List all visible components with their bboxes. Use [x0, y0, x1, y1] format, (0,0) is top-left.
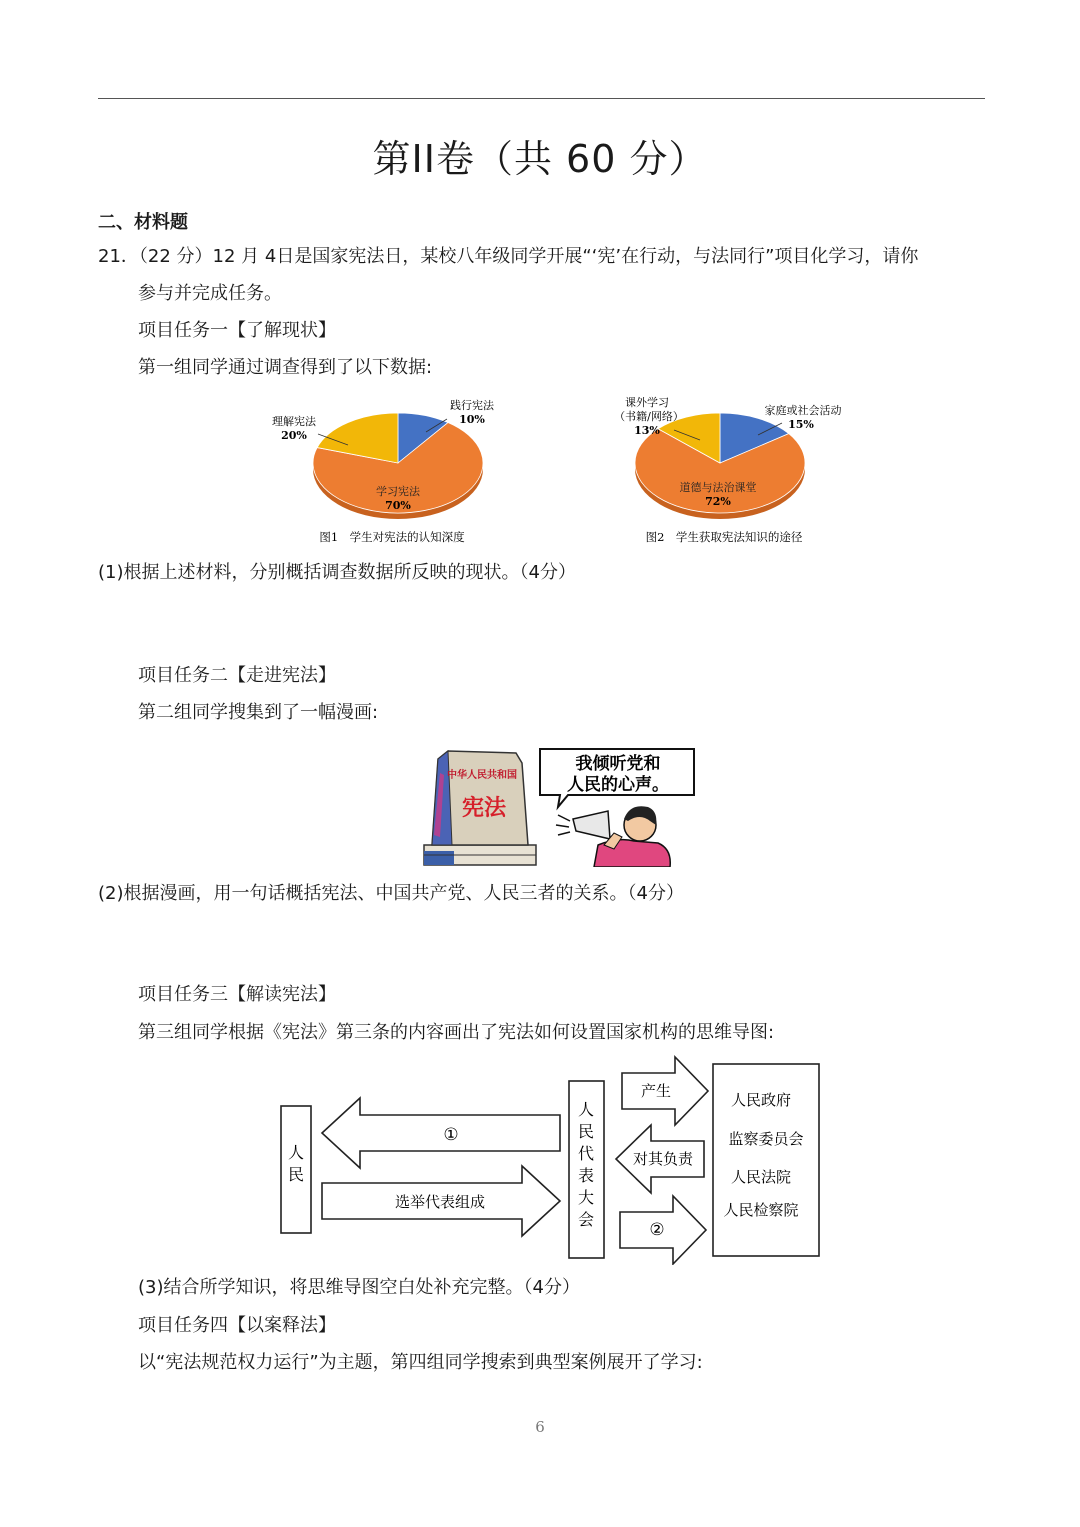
- blank-1-label: ①: [443, 1125, 459, 1145]
- question-1: (1)根据上述材料，分别概括调查数据所反映的现状。（4分）: [98, 562, 576, 583]
- arrow-elect-label: 选举代表组成: [394, 1193, 486, 1211]
- stone-inscription-main: 宪法: [461, 796, 507, 821]
- svg-text:表: 表: [577, 1166, 595, 1185]
- pie1-pct-learn: 70%: [385, 499, 411, 512]
- survey-charts: [0, 390, 1080, 550]
- pie2-pct-family: 15%: [788, 418, 814, 431]
- arrow-produce-label: 产生: [640, 1082, 672, 1100]
- task1-intro: 第一组同学通过调查得到了以下数据:: [138, 357, 433, 378]
- pie1-pct-understand: 20%: [281, 429, 307, 442]
- task3-title: 项目任务三【解读宪法】: [138, 984, 336, 1005]
- pie2-label-family: 家庭或社会活动: [764, 404, 842, 417]
- people-label-1: 人: [287, 1143, 305, 1162]
- question-stem-line1: 21．（22 分）12 月 4日是国家宪法日，某校八年级同学开展“‘宪’在行动，与法同行”项目化学习，请你: [98, 246, 919, 267]
- organ-court: 人民法院: [730, 1168, 792, 1186]
- people-label-2: 民: [287, 1165, 305, 1184]
- question-2: (2)根据漫画，用一句话概括宪法、中国共产党、人民三者的关系。（4分）: [98, 883, 684, 904]
- svg-text:民: 民: [577, 1122, 595, 1141]
- pie1-label-learn: 学习宪法: [376, 485, 420, 498]
- header-rule: [98, 98, 985, 99]
- bubble-line-1: 我倾听党和: [575, 754, 661, 774]
- blank-2-label: ②: [649, 1220, 665, 1240]
- svg-text:代: 代: [577, 1144, 595, 1163]
- svg-text:会: 会: [577, 1210, 595, 1229]
- question-stem-line2: 参与并完成任务。: [138, 283, 282, 304]
- task3-intro: 第三组同学根据《宪法》第三条的内容画出了宪法如何设置国家机构的思维导图:: [138, 1022, 775, 1043]
- question-3: (3)结合所学知识，将思维导图空白处补充完整。（4分）: [138, 1277, 580, 1298]
- bubble-line-2: 人民的心声。: [567, 775, 669, 795]
- stone-inscription-top: 中华人民共和国: [447, 770, 517, 781]
- pie1-pct-practice: 10%: [459, 413, 485, 426]
- section-heading: 二、材料题: [98, 212, 188, 233]
- pie2-label-extra-line2: （书籍/网络）: [614, 410, 684, 423]
- cartoon-image: [418, 745, 708, 867]
- task2-title: 项目任务二【走进宪法】: [138, 665, 336, 686]
- task4-title: 项目任务四【以案释法】: [138, 1315, 336, 1336]
- pie2-caption: 图2 学生获取宪法知识的途径: [645, 530, 803, 544]
- mind-map: [270, 1055, 830, 1265]
- page-title: 第II卷（共 60 分）: [372, 137, 708, 181]
- task1-title: 项目任务一【了解现状】: [138, 320, 336, 341]
- arrow-responsible-label: 对其负责: [632, 1150, 694, 1168]
- organ-supervision: 监察委员会: [728, 1130, 804, 1148]
- organ-procuratorate: 人民检察院: [723, 1201, 799, 1219]
- pie1-label-practice: 践行宪法: [450, 399, 494, 412]
- pie1-label-understand: 理解宪法: [272, 415, 316, 428]
- page-number: 6: [535, 1418, 545, 1436]
- pie1-caption: 图1 学生对宪法的认知深度: [319, 530, 465, 544]
- pie2-pct-extra: 13%: [634, 424, 660, 437]
- stone-base-shadow: [424, 851, 454, 865]
- pie2-label-extra-line1: 课外学习: [625, 396, 669, 409]
- svg-text:人: 人: [577, 1100, 595, 1119]
- organ-government: 人民政府: [730, 1091, 792, 1109]
- pie2-label-class: 道德与法治课堂: [679, 481, 757, 494]
- svg-text:大: 大: [577, 1188, 595, 1207]
- arrow-blank-1: [322, 1098, 560, 1168]
- pie2-pct-class: 72%: [705, 495, 731, 508]
- listening-person: [573, 806, 670, 867]
- sound-lines: [556, 815, 570, 835]
- task2-intro: 第二组同学搜集到了一幅漫画:: [138, 702, 379, 723]
- task4-intro: 以“宪法规范权力运行”为主题，第四组同学搜索到典型案例展开了学习:: [138, 1352, 703, 1373]
